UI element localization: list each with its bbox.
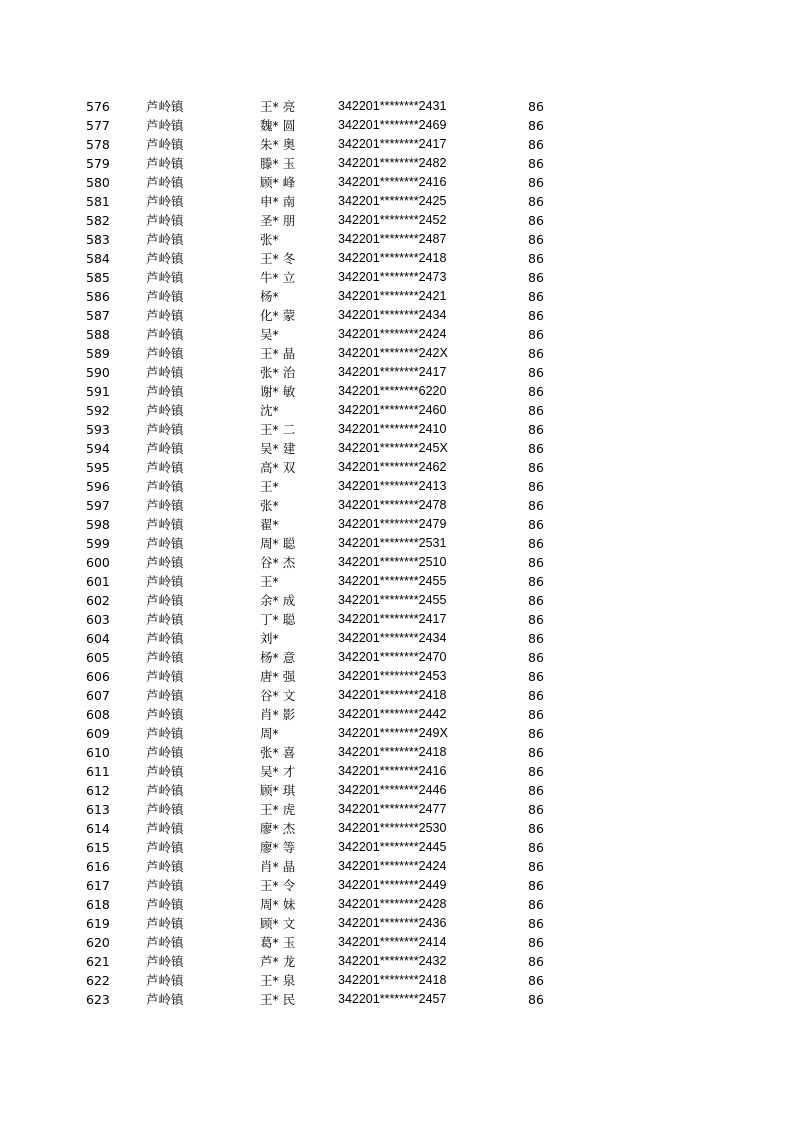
score-cell: 86 xyxy=(528,859,544,874)
person-name-cell: 圣* 朋 xyxy=(260,213,296,228)
score-cell: 86 xyxy=(528,745,544,760)
table-row xyxy=(86,895,568,914)
town-name-cell: 芦岭镇 xyxy=(146,555,184,570)
score-cell: 86 xyxy=(528,156,544,171)
person-name-cell: 张* xyxy=(260,232,279,247)
table-row xyxy=(86,230,568,249)
table-row xyxy=(86,800,568,819)
person-name-cell: 滕* 玉 xyxy=(260,156,296,171)
table-row xyxy=(86,857,568,876)
score-cell: 86 xyxy=(528,688,544,703)
town-name-cell: 芦岭镇 xyxy=(146,403,184,418)
score-cell: 86 xyxy=(528,707,544,722)
table-row xyxy=(86,876,568,895)
town-name-cell: 芦岭镇 xyxy=(146,346,184,361)
town-name-cell: 芦岭镇 xyxy=(146,365,184,380)
table-row xyxy=(86,971,568,990)
score-cell: 86 xyxy=(528,232,544,247)
town-name-cell: 芦岭镇 xyxy=(146,593,184,608)
town-name-cell: 芦岭镇 xyxy=(146,897,184,912)
row-number-cell: 619 xyxy=(86,916,110,931)
town-name-cell: 芦岭镇 xyxy=(146,384,184,399)
row-number-cell: 621 xyxy=(86,954,110,969)
score-cell: 86 xyxy=(528,992,544,1007)
town-name-cell: 芦岭镇 xyxy=(146,650,184,665)
table-row xyxy=(86,173,568,192)
table-row xyxy=(86,686,568,705)
table-row xyxy=(86,192,568,211)
id-number-cell: 342201********2469 xyxy=(338,118,447,132)
person-name-cell: 王* xyxy=(260,574,279,589)
row-number-cell: 582 xyxy=(86,213,110,228)
row-number-cell: 584 xyxy=(86,251,110,266)
id-number-cell: 342201********2436 xyxy=(338,916,447,930)
table-row xyxy=(86,401,568,420)
id-number-cell: 342201********2410 xyxy=(338,422,447,436)
score-cell: 86 xyxy=(528,460,544,475)
score-cell: 86 xyxy=(528,213,544,228)
person-name-cell: 丁* 聪 xyxy=(260,612,296,627)
row-number-cell: 588 xyxy=(86,327,110,342)
table-row xyxy=(86,591,568,610)
id-number-cell: 342201********2416 xyxy=(338,764,447,778)
person-name-cell: 杨* 意 xyxy=(260,650,296,665)
person-name-cell: 张* 喜 xyxy=(260,745,296,760)
table-row xyxy=(86,439,568,458)
town-name-cell: 芦岭镇 xyxy=(146,688,184,703)
town-name-cell: 芦岭镇 xyxy=(146,536,184,551)
town-name-cell: 芦岭镇 xyxy=(146,821,184,836)
table-row xyxy=(86,135,568,154)
id-number-cell: 342201********2413 xyxy=(338,479,447,493)
town-name-cell: 芦岭镇 xyxy=(146,745,184,760)
town-name-cell: 芦岭镇 xyxy=(146,783,184,798)
town-name-cell: 芦岭镇 xyxy=(146,194,184,209)
id-number-cell: 342201********2479 xyxy=(338,517,447,531)
row-number-cell: 614 xyxy=(86,821,110,836)
score-cell: 86 xyxy=(528,631,544,646)
person-name-cell: 顾* 文 xyxy=(260,916,296,931)
person-name-cell: 王* 虎 xyxy=(260,802,296,817)
id-number-cell: 342201********2414 xyxy=(338,935,447,949)
roster-table-body xyxy=(86,97,568,1009)
score-cell: 86 xyxy=(528,365,544,380)
town-name-cell: 芦岭镇 xyxy=(146,612,184,627)
table-row xyxy=(86,515,568,534)
table-row xyxy=(86,762,568,781)
town-name-cell: 芦岭镇 xyxy=(146,441,184,456)
score-cell: 86 xyxy=(528,308,544,323)
town-name-cell: 芦岭镇 xyxy=(146,118,184,133)
score-cell: 86 xyxy=(528,536,544,551)
score-cell: 86 xyxy=(528,346,544,361)
town-name-cell: 芦岭镇 xyxy=(146,973,184,988)
row-number-cell: 623 xyxy=(86,992,110,1007)
score-cell: 86 xyxy=(528,555,544,570)
id-number-cell: 342201********2417 xyxy=(338,612,447,626)
id-number-cell: 342201********2431 xyxy=(338,99,447,113)
row-number-cell: 608 xyxy=(86,707,110,722)
town-name-cell: 芦岭镇 xyxy=(146,156,184,171)
table-row xyxy=(86,952,568,971)
person-name-cell: 谷* 文 xyxy=(260,688,296,703)
row-number-cell: 589 xyxy=(86,346,110,361)
person-name-cell: 吴* xyxy=(260,327,279,342)
score-cell: 86 xyxy=(528,498,544,513)
id-number-cell: 342201********2462 xyxy=(338,460,447,474)
id-number-cell: 342201********2457 xyxy=(338,992,447,1006)
table-row xyxy=(86,705,568,724)
row-number-cell: 607 xyxy=(86,688,110,703)
row-number-cell: 583 xyxy=(86,232,110,247)
table-row xyxy=(86,382,568,401)
id-number-cell: 342201********249X xyxy=(338,726,448,740)
person-name-cell: 廖* 杰 xyxy=(260,821,296,836)
person-name-cell: 王* 晶 xyxy=(260,346,296,361)
table-row xyxy=(86,287,568,306)
person-name-cell: 杨* xyxy=(260,289,279,304)
town-name-cell: 芦岭镇 xyxy=(146,327,184,342)
row-number-cell: 612 xyxy=(86,783,110,798)
town-name-cell: 芦岭镇 xyxy=(146,270,184,285)
person-name-cell: 吴* 建 xyxy=(260,441,296,456)
score-cell: 86 xyxy=(528,650,544,665)
table-row xyxy=(86,97,568,116)
score-cell: 86 xyxy=(528,954,544,969)
row-number-cell: 615 xyxy=(86,840,110,855)
table-row xyxy=(86,211,568,230)
score-cell: 86 xyxy=(528,726,544,741)
row-number-cell: 602 xyxy=(86,593,110,608)
town-name-cell: 芦岭镇 xyxy=(146,726,184,741)
row-number-cell: 586 xyxy=(86,289,110,304)
score-cell: 86 xyxy=(528,821,544,836)
person-name-cell: 王* 民 xyxy=(260,992,296,1007)
town-name-cell: 芦岭镇 xyxy=(146,574,184,589)
id-number-cell: 342201********2428 xyxy=(338,897,447,911)
row-number-cell: 578 xyxy=(86,137,110,152)
id-number-cell: 342201********2487 xyxy=(338,232,447,246)
id-number-cell: 342201********2455 xyxy=(338,593,447,607)
town-name-cell: 芦岭镇 xyxy=(146,213,184,228)
id-number-cell: 342201********2434 xyxy=(338,631,447,645)
town-name-cell: 芦岭镇 xyxy=(146,954,184,969)
row-number-cell: 587 xyxy=(86,308,110,323)
table-row xyxy=(86,344,568,363)
id-number-cell: 342201********2530 xyxy=(338,821,447,835)
table-row xyxy=(86,116,568,135)
id-number-cell: 342201********2449 xyxy=(338,878,447,892)
town-name-cell: 芦岭镇 xyxy=(146,232,184,247)
person-name-cell: 化* 蒙 xyxy=(260,308,296,323)
person-name-cell: 高* 双 xyxy=(260,460,296,475)
town-name-cell: 芦岭镇 xyxy=(146,517,184,532)
id-number-cell: 342201********2460 xyxy=(338,403,447,417)
table-row xyxy=(86,610,568,629)
id-number-cell: 342201********2442 xyxy=(338,707,447,721)
table-row xyxy=(86,306,568,325)
row-number-cell: 606 xyxy=(86,669,110,684)
person-name-cell: 王* 泉 xyxy=(260,973,296,988)
row-number-cell: 592 xyxy=(86,403,110,418)
row-number-cell: 613 xyxy=(86,802,110,817)
town-name-cell: 芦岭镇 xyxy=(146,498,184,513)
score-cell: 86 xyxy=(528,270,544,285)
person-name-cell: 顾* 琪 xyxy=(260,783,296,798)
row-number-cell: 611 xyxy=(86,764,110,779)
id-number-cell: 342201********2473 xyxy=(338,270,447,284)
person-name-cell: 肖* 晶 xyxy=(260,859,296,874)
table-row xyxy=(86,420,568,439)
score-cell: 86 xyxy=(528,517,544,532)
row-number-cell: 576 xyxy=(86,99,110,114)
score-cell: 86 xyxy=(528,194,544,209)
table-row xyxy=(86,458,568,477)
id-number-cell: 342201********245X xyxy=(338,441,448,455)
row-number-cell: 591 xyxy=(86,384,110,399)
table-row xyxy=(86,249,568,268)
table-row xyxy=(86,990,568,1009)
score-cell: 86 xyxy=(528,878,544,893)
person-name-cell: 朱* 奥 xyxy=(260,137,296,152)
town-name-cell: 芦岭镇 xyxy=(146,992,184,1007)
id-number-cell: 342201********2417 xyxy=(338,137,447,151)
person-name-cell: 刘* xyxy=(260,631,279,646)
person-name-cell: 翟* xyxy=(260,517,279,532)
person-name-cell: 谷* 杰 xyxy=(260,555,296,570)
table-row xyxy=(86,914,568,933)
table-row xyxy=(86,363,568,382)
row-number-cell: 577 xyxy=(86,118,110,133)
town-name-cell: 芦岭镇 xyxy=(146,289,184,304)
table-row xyxy=(86,648,568,667)
score-cell: 86 xyxy=(528,764,544,779)
score-cell: 86 xyxy=(528,479,544,494)
score-cell: 86 xyxy=(528,783,544,798)
town-name-cell: 芦岭镇 xyxy=(146,802,184,817)
table-row xyxy=(86,933,568,952)
person-name-cell: 吴* 才 xyxy=(260,764,296,779)
id-number-cell: 342201********2478 xyxy=(338,498,447,512)
row-number-cell: 579 xyxy=(86,156,110,171)
table-row xyxy=(86,477,568,496)
id-number-cell: 342201********242X xyxy=(338,346,448,360)
town-name-cell: 芦岭镇 xyxy=(146,175,184,190)
row-number-cell: 601 xyxy=(86,574,110,589)
id-number-cell: 342201********2417 xyxy=(338,365,447,379)
person-name-cell: 余* 成 xyxy=(260,593,296,608)
town-name-cell: 芦岭镇 xyxy=(146,707,184,722)
person-name-cell: 申* 南 xyxy=(260,194,296,209)
person-name-cell: 芦* 龙 xyxy=(260,954,296,969)
person-name-cell: 王* 二 xyxy=(260,422,296,437)
row-number-cell: 610 xyxy=(86,745,110,760)
person-name-cell: 周* 聪 xyxy=(260,536,296,551)
table-row xyxy=(86,724,568,743)
table-row xyxy=(86,743,568,762)
person-name-cell: 沈* xyxy=(260,403,279,418)
table-row xyxy=(86,629,568,648)
id-number-cell: 342201********2446 xyxy=(338,783,447,797)
score-cell: 86 xyxy=(528,289,544,304)
id-number-cell: 342201********2434 xyxy=(338,308,447,322)
score-cell: 86 xyxy=(528,973,544,988)
row-number-cell: 604 xyxy=(86,631,110,646)
person-name-cell: 肖* 影 xyxy=(260,707,296,722)
person-name-cell: 张* 治 xyxy=(260,365,296,380)
table-row xyxy=(86,154,568,173)
person-name-cell: 谢* 敏 xyxy=(260,384,296,399)
score-cell: 86 xyxy=(528,612,544,627)
town-name-cell: 芦岭镇 xyxy=(146,422,184,437)
person-name-cell: 顾* 峰 xyxy=(260,175,296,190)
row-number-cell: 581 xyxy=(86,194,110,209)
id-number-cell: 342201********2482 xyxy=(338,156,447,170)
row-number-cell: 599 xyxy=(86,536,110,551)
score-cell: 86 xyxy=(528,384,544,399)
person-name-cell: 王* xyxy=(260,479,279,494)
table-row xyxy=(86,572,568,591)
score-cell: 86 xyxy=(528,669,544,684)
score-cell: 86 xyxy=(528,935,544,950)
score-cell: 86 xyxy=(528,251,544,266)
town-name-cell: 芦岭镇 xyxy=(146,859,184,874)
row-number-cell: 595 xyxy=(86,460,110,475)
score-cell: 86 xyxy=(528,118,544,133)
row-number-cell: 603 xyxy=(86,612,110,627)
id-number-cell: 342201********6220 xyxy=(338,384,447,398)
id-number-cell: 342201********2455 xyxy=(338,574,447,588)
town-name-cell: 芦岭镇 xyxy=(146,631,184,646)
id-number-cell: 342201********2453 xyxy=(338,669,447,683)
score-cell: 86 xyxy=(528,897,544,912)
person-name-cell: 魏* 圆 xyxy=(260,118,296,133)
table-row xyxy=(86,268,568,287)
town-name-cell: 芦岭镇 xyxy=(146,878,184,893)
town-name-cell: 芦岭镇 xyxy=(146,479,184,494)
town-name-cell: 芦岭镇 xyxy=(146,308,184,323)
row-number-cell: 600 xyxy=(86,555,110,570)
person-name-cell: 唐* 强 xyxy=(260,669,296,684)
id-number-cell: 342201********2424 xyxy=(338,327,447,341)
row-number-cell: 622 xyxy=(86,973,110,988)
id-number-cell: 342201********2452 xyxy=(338,213,447,227)
table-row xyxy=(86,325,568,344)
person-name-cell: 廖* 等 xyxy=(260,840,296,855)
row-number-cell: 618 xyxy=(86,897,110,912)
town-name-cell: 芦岭镇 xyxy=(146,764,184,779)
row-number-cell: 580 xyxy=(86,175,110,190)
row-number-cell: 605 xyxy=(86,650,110,665)
town-name-cell: 芦岭镇 xyxy=(146,137,184,152)
town-name-cell: 芦岭镇 xyxy=(146,916,184,931)
score-cell: 86 xyxy=(528,403,544,418)
person-name-cell: 周* 妹 xyxy=(260,897,296,912)
id-number-cell: 342201********2531 xyxy=(338,536,447,550)
score-cell: 86 xyxy=(528,327,544,342)
id-number-cell: 342201********2421 xyxy=(338,289,447,303)
row-number-cell: 617 xyxy=(86,878,110,893)
table-row xyxy=(86,781,568,800)
score-cell: 86 xyxy=(528,99,544,114)
person-name-cell: 葛* 玉 xyxy=(260,935,296,950)
score-cell: 86 xyxy=(528,802,544,817)
town-name-cell: 芦岭镇 xyxy=(146,251,184,266)
person-name-cell: 王* 令 xyxy=(260,878,296,893)
row-number-cell: 593 xyxy=(86,422,110,437)
town-name-cell: 芦岭镇 xyxy=(146,460,184,475)
id-number-cell: 342201********2432 xyxy=(338,954,447,968)
table-row xyxy=(86,496,568,515)
id-number-cell: 342201********2418 xyxy=(338,745,447,759)
row-number-cell: 616 xyxy=(86,859,110,874)
id-number-cell: 342201********2510 xyxy=(338,555,447,569)
id-number-cell: 342201********2418 xyxy=(338,973,447,987)
person-name-cell: 王* 冬 xyxy=(260,251,296,266)
row-number-cell: 596 xyxy=(86,479,110,494)
table-row xyxy=(86,667,568,686)
id-number-cell: 342201********2418 xyxy=(338,688,447,702)
score-cell: 86 xyxy=(528,916,544,931)
id-number-cell: 342201********2477 xyxy=(338,802,447,816)
town-name-cell: 芦岭镇 xyxy=(146,99,184,114)
row-number-cell: 620 xyxy=(86,935,110,950)
table-row xyxy=(86,819,568,838)
town-name-cell: 芦岭镇 xyxy=(146,669,184,684)
id-number-cell: 342201********2416 xyxy=(338,175,447,189)
id-number-cell: 342201********2470 xyxy=(338,650,447,664)
score-cell: 86 xyxy=(528,840,544,855)
score-cell: 86 xyxy=(528,574,544,589)
town-name-cell: 芦岭镇 xyxy=(146,840,184,855)
id-number-cell: 342201********2418 xyxy=(338,251,447,265)
score-cell: 86 xyxy=(528,137,544,152)
table-row xyxy=(86,534,568,553)
roster-table xyxy=(86,97,568,1009)
row-number-cell: 594 xyxy=(86,441,110,456)
score-cell: 86 xyxy=(528,175,544,190)
table-row xyxy=(86,553,568,572)
row-number-cell: 590 xyxy=(86,365,110,380)
town-name-cell: 芦岭镇 xyxy=(146,935,184,950)
id-number-cell: 342201********2445 xyxy=(338,840,447,854)
person-name-cell: 张* xyxy=(260,498,279,513)
person-name-cell: 王* 亮 xyxy=(260,99,296,114)
person-name-cell: 周* xyxy=(260,726,279,741)
id-number-cell: 342201********2425 xyxy=(338,194,447,208)
row-number-cell: 609 xyxy=(86,726,110,741)
score-cell: 86 xyxy=(528,441,544,456)
row-number-cell: 598 xyxy=(86,517,110,532)
score-cell: 86 xyxy=(528,422,544,437)
id-number-cell: 342201********2424 xyxy=(338,859,447,873)
score-cell: 86 xyxy=(528,593,544,608)
row-number-cell: 585 xyxy=(86,270,110,285)
table-row xyxy=(86,838,568,857)
person-name-cell: 牛* 立 xyxy=(260,270,296,285)
row-number-cell: 597 xyxy=(86,498,110,513)
